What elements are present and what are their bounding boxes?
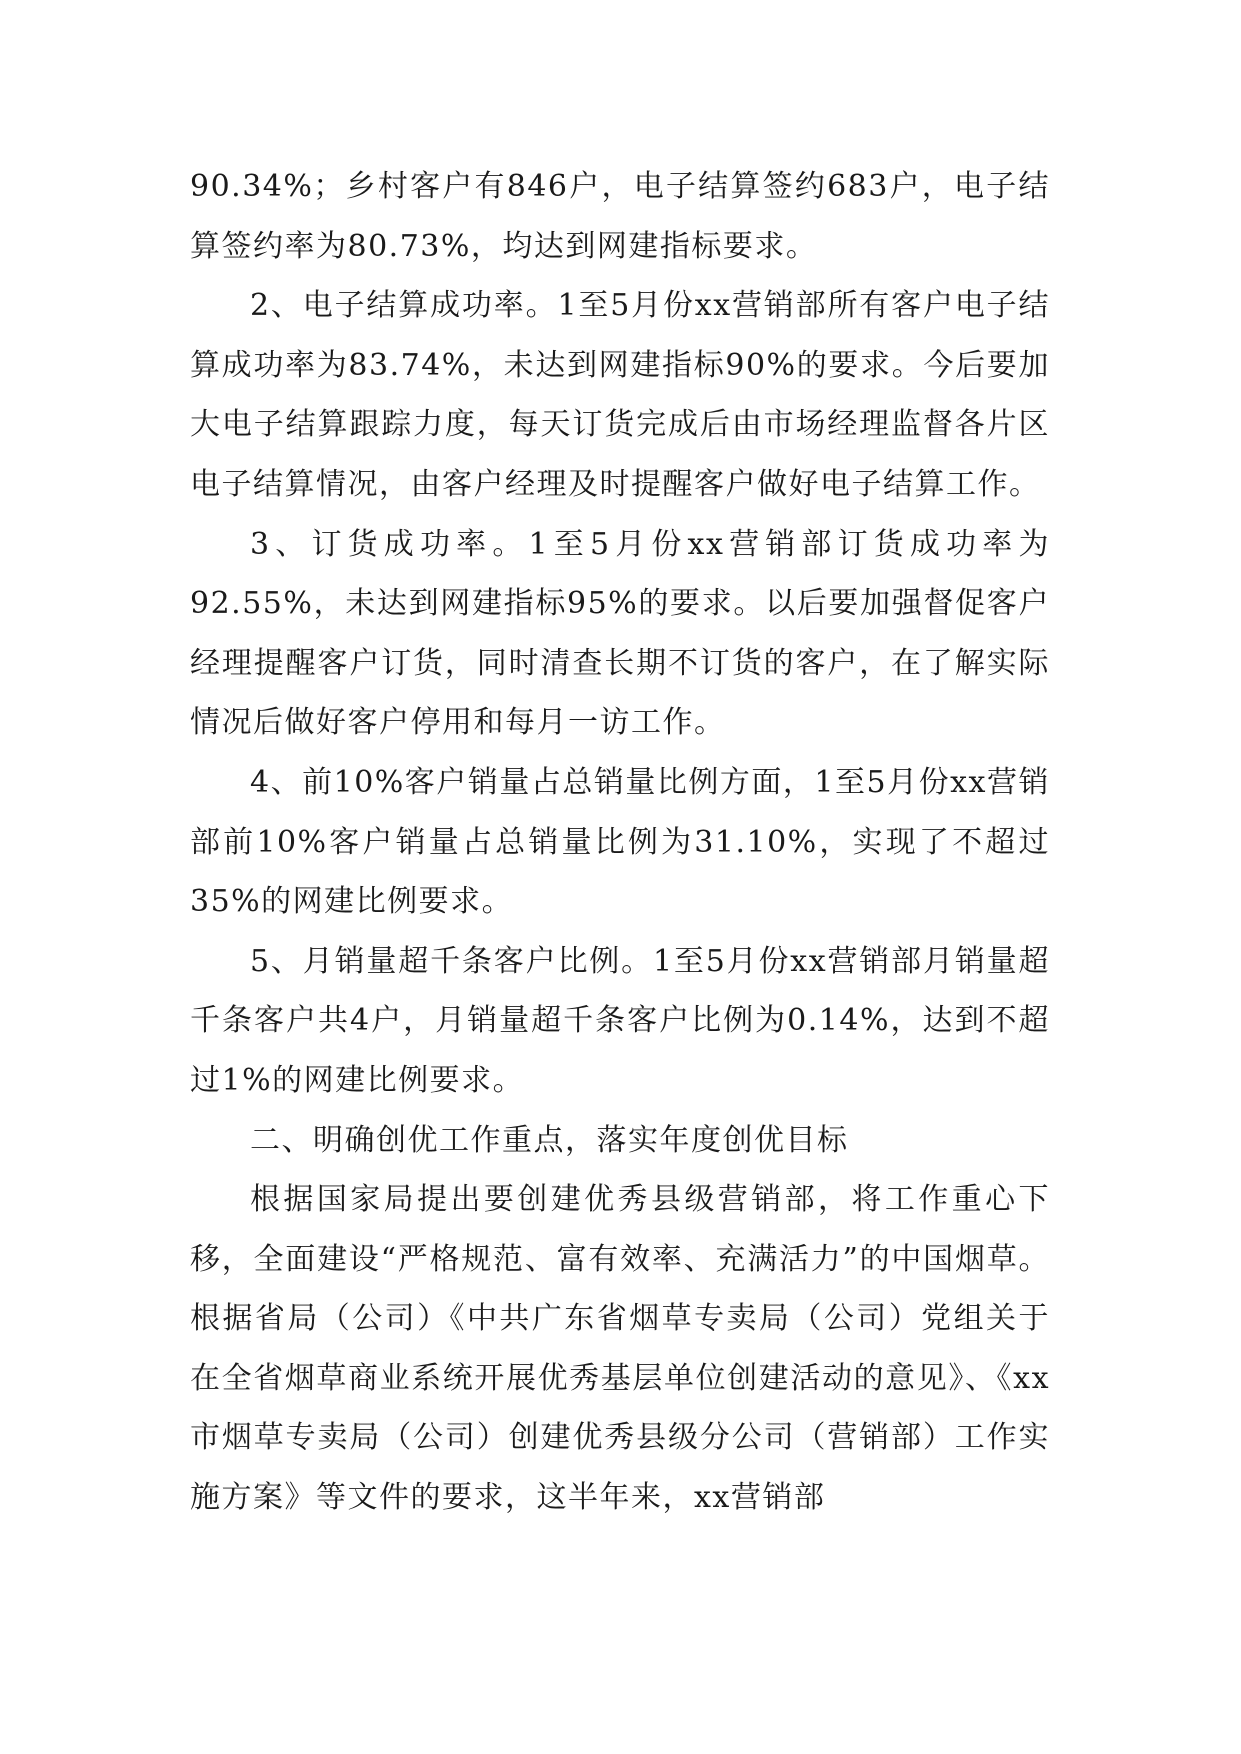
paragraph-order-success: 3、订货成功率。1至5月份xx营销部订货成功率为92.55%，未达到网建指标95%的要求。以后要加强督促客户经理提醒客户订货，同时清查长期不订货的客户，在了解实际情况后做好客户停用和每月一访工作。 [190, 526, 1050, 741]
paragraph-top-customers-ratio: 4、前10%客户销量占总销量比例方面，1至5月份xx营销部前10%客户销量占总销量比例为31.10%，实现了不超过35%的网建比例要求。 [190, 764, 1050, 920]
paragraph-monthly-sales-ratio: 5、月销量超千条客户比例。1至5月份xx营销部月销量超千条客户共4户，月销量超千条客户比例为0.14%，达到不超过1%的网建比例要求。 [190, 943, 1050, 1098]
document-body [190, 157, 1050, 1528]
paragraph-continuation: 90.34%；乡村客户有846户，电子结算签约683户，电子结算签约率为80.73%，均达到网建指标要求。 [190, 169, 1050, 264]
paragraph-excellence-goals: 根据国家局提出要创建优秀县级营销部，将工作重心下移，全面建设“严格规范、富有效率、充满活力”的中国烟草。根据省局（公司）《中共广东省烟草专卖局（公司）党组关于在全省烟草商业系统开展优秀基层单位创建活动的意见》、《xx市烟草专卖局（公司）创建优秀县级分公司（营销部）工作实施方案》等文件的要求，这半年来，xx营销部 [190, 1182, 1050, 1516]
paragraph-electronic-settlement-success: 2、电子结算成功率。1至5月份xx营销部所有客户电子结算成功率为83.74%，未达到网建指标90%的要求。今后要加大电子结算跟踪力度，每天订货完成后由市场经理监督各片区电子结算情况，由客户经理及时提醒客户做好电子结算工作。 [190, 288, 1050, 502]
section-heading: 二、明确创优工作重点，落实年度创优目标 [250, 1122, 849, 1158]
